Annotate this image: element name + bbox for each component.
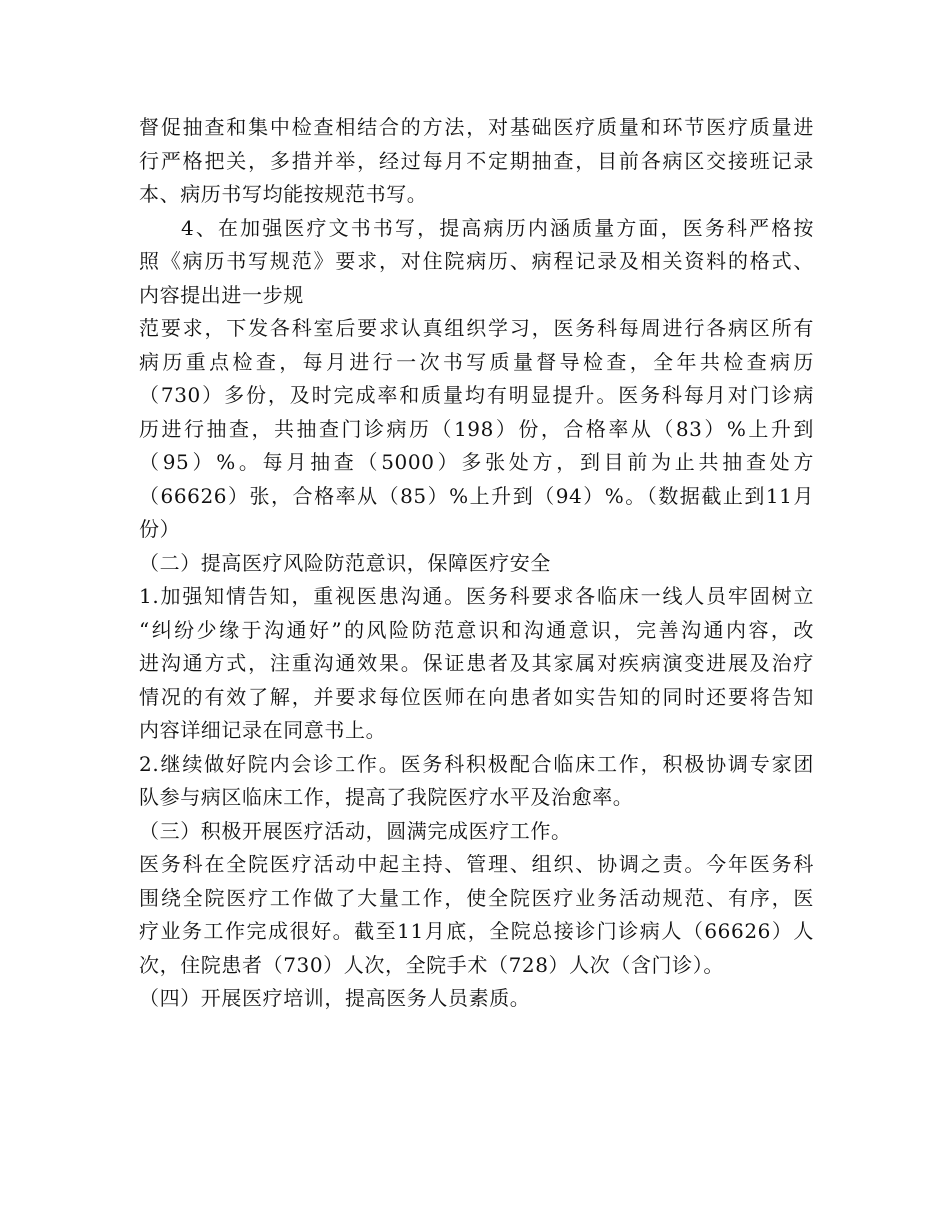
text-line: 围绕全院医疗工作做了大量工作，使全院医疗业务活动规范、有序，医	[139, 885, 814, 910]
text-line: 疗业务工作完成很好。截至11月底，全院总接诊门诊病人（66626）人	[139, 919, 814, 943]
text-line: （95）%。每月抽查（5000）多张处方，到目前为止共抽查处方	[139, 450, 814, 474]
text-line: “纠纷少缘于沟通好”的风险防范意识和沟通意识，完善沟通内容，改	[139, 617, 814, 642]
text-line: 进沟通方式，注重沟通效果。保证患者及其家属对疾病演变进展及治疗	[139, 651, 814, 675]
text-line: 4、在加强医疗文书书写，提高病历内涵质量方面，医务科严格按	[181, 215, 814, 240]
text-line: （66626）张，合格率从（85）%上升到（94）%。（数据截止到11月	[139, 483, 814, 508]
text-line: 范要求，下发各科室后要求认真组织学习，医务科每周进行各病区所有	[139, 316, 814, 340]
text-line: 督促抽查和集中检查相结合的方法，对基础医疗质量和环节医疗质量进	[139, 115, 814, 139]
text-line: 内容详细记录在同意书上。	[139, 718, 387, 742]
text-line: 队参与病区临床工作，提高了我院医疗水平及治愈率。	[139, 785, 634, 809]
text-line: 本、病历书写均能按规范书写。	[139, 182, 428, 206]
text-line: 份）	[139, 517, 181, 541]
text-line: 2.继续做好院内会诊工作。医务科积极配合临床工作，积极协调专家团	[139, 751, 814, 776]
text-line: （730）多份，及时完成率和质量均有明显提升。医务科每月对门诊病	[139, 383, 814, 407]
text-line: 情况的有效了解，并要求每位医师在向患者如实告知的同时还要将告知	[139, 684, 814, 709]
section-heading: （四）开展医疗培训，提高医务人员素质。	[139, 986, 531, 1010]
text-line: 次，住院患者（730）人次，全院手术（728）人次（含门诊）。	[139, 952, 724, 977]
text-line: 行严格把关，多措并举，经过每月不定期抽查，目前各病区交接班记录	[139, 148, 814, 173]
text-line: 历进行抽查，共抽查门诊病历（198）份，合格率从（83）%上升到	[139, 416, 814, 441]
text-line: 内容提出进一步规	[139, 282, 304, 307]
text-line: 医务科在全院医疗活动中起主持、管理、组织、协调之责。今年医务科	[139, 852, 814, 876]
document-body	[139, 111, 814, 1016]
section-heading: （三）积极开展医疗活动，圆满完成医疗工作。	[139, 818, 572, 843]
text-line: 病历重点检查，每月进行一次书写质量督导检查，全年共检查病历	[139, 349, 814, 374]
text-line: 1.加强知情告知，重视医患沟通。医务科要求各临床一线人员牢固树立	[139, 584, 814, 608]
text-line: 照《病历书写规范》要求，对住院病历、病程记录及相关资料的格式、	[139, 249, 814, 273]
section-heading: （二）提高医疗风险防范意识，保障医疗安全	[139, 550, 551, 575]
